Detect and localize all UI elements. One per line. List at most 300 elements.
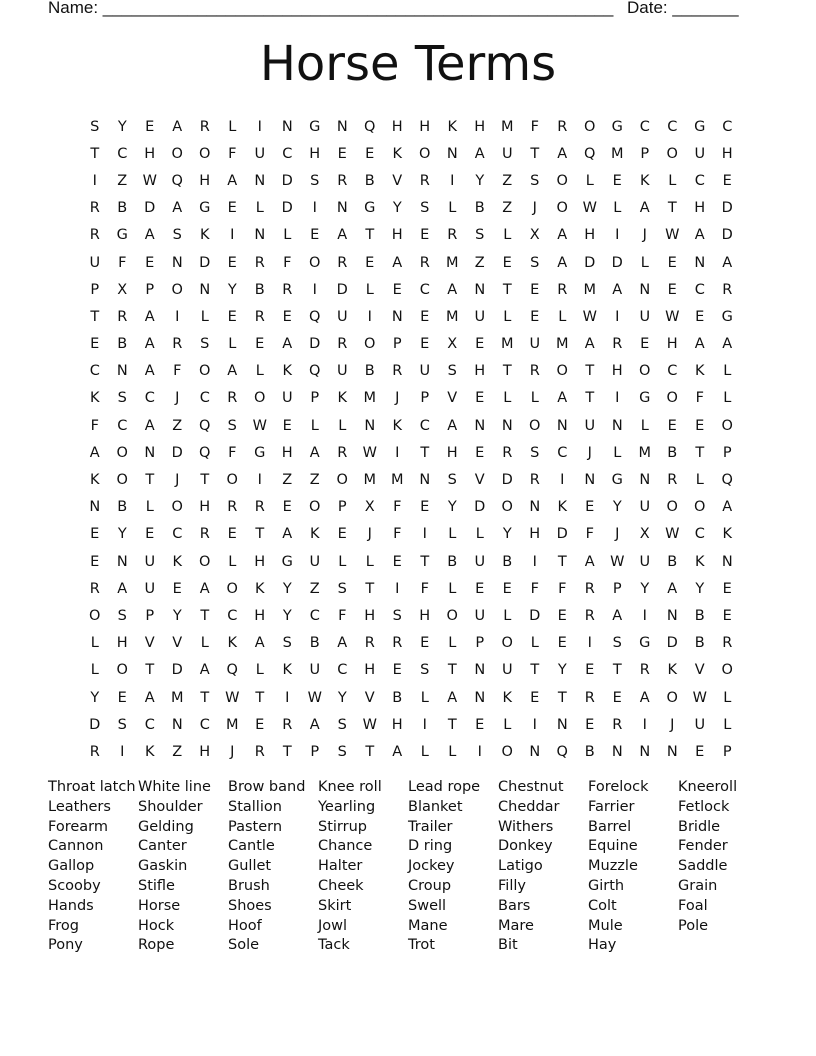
grid-letter[interactable]: P <box>145 607 155 624</box>
grid-letter[interactable]: H <box>474 363 486 380</box>
grid-letter[interactable]: A <box>392 254 403 271</box>
grid-letter[interactable]: Z <box>502 172 513 189</box>
grid-letter[interactable]: H <box>309 145 321 162</box>
grid-letter[interactable]: Z <box>309 472 320 489</box>
grid-letter[interactable]: I <box>257 472 262 489</box>
grid-letter[interactable]: A <box>282 526 293 543</box>
grid-letter[interactable]: E <box>282 308 292 325</box>
grid-letter[interactable]: J <box>532 200 537 217</box>
grid-letter[interactable]: E <box>227 200 237 217</box>
grid-letter[interactable]: E <box>420 635 430 652</box>
grid-letter[interactable]: K <box>557 499 567 516</box>
grid-letter[interactable]: C <box>419 417 430 434</box>
grid-letter[interactable]: O <box>226 580 238 597</box>
grid-letter[interactable]: T <box>530 145 540 162</box>
grid-letter[interactable]: J <box>175 390 180 407</box>
grid-letter[interactable]: U <box>419 363 431 380</box>
grid-letter[interactable]: W <box>142 172 157 189</box>
grid-letter[interactable]: L <box>338 553 347 570</box>
grid-letter[interactable]: S <box>227 417 237 434</box>
grid-letter[interactable]: T <box>365 743 375 760</box>
grid-letter[interactable]: H <box>419 118 431 135</box>
grid-letter[interactable]: I <box>92 172 97 189</box>
grid-letter[interactable]: E <box>557 607 567 624</box>
grid-letter[interactable]: C <box>199 716 210 733</box>
grid-letter[interactable]: K <box>392 417 402 434</box>
grid-letter[interactable]: L <box>723 716 732 733</box>
grid-letter[interactable]: E <box>392 281 402 298</box>
grid-letter[interactable]: U <box>694 145 706 162</box>
grid-letter[interactable]: T <box>502 363 512 380</box>
grid-letter[interactable]: L <box>475 526 484 543</box>
grid-letter[interactable]: E <box>420 499 430 516</box>
grid-letter[interactable]: E <box>475 716 485 733</box>
grid-letter[interactable]: A <box>199 662 210 679</box>
grid-letter[interactable]: S <box>172 227 182 244</box>
grid-letter[interactable]: S <box>530 444 540 461</box>
grid-letter[interactable]: E <box>227 308 237 325</box>
grid-letter[interactable]: A <box>254 635 265 652</box>
grid-letter[interactable]: N <box>89 499 101 516</box>
grid-letter[interactable]: R <box>254 499 265 516</box>
grid-letter[interactable]: O <box>639 363 651 380</box>
grid-letter[interactable]: E <box>695 308 705 325</box>
grid-letter[interactable]: J <box>175 472 180 489</box>
grid-letter[interactable]: X <box>529 227 540 244</box>
grid-letter[interactable]: E <box>282 417 292 434</box>
grid-letter[interactable]: W <box>362 444 377 461</box>
grid-letter[interactable]: R <box>89 227 100 244</box>
grid-letter[interactable]: T <box>695 444 705 461</box>
grid-letter[interactable]: A <box>584 553 595 570</box>
grid-letter[interactable]: D <box>281 200 293 217</box>
grid-letter[interactable]: E <box>392 662 402 679</box>
grid-letter[interactable]: D <box>611 254 623 271</box>
grid-letter[interactable]: R <box>639 662 650 679</box>
grid-letter[interactable]: T <box>557 553 567 570</box>
grid-letter[interactable]: T <box>447 662 457 679</box>
grid-letter[interactable]: T <box>612 662 622 679</box>
grid-letter[interactable]: Q <box>199 444 211 461</box>
grid-letter[interactable]: A <box>722 499 733 516</box>
grid-letter[interactable]: K <box>667 662 677 679</box>
grid-letter[interactable]: H <box>391 716 403 733</box>
grid-letter[interactable]: A <box>144 336 155 353</box>
grid-letter[interactable]: B <box>447 553 458 570</box>
grid-letter[interactable]: L <box>723 363 732 380</box>
grid-letter[interactable]: C <box>117 417 128 434</box>
grid-letter[interactable]: D <box>199 254 211 271</box>
grid-letter[interactable]: E <box>475 444 485 461</box>
grid-letter[interactable]: E <box>640 336 650 353</box>
grid-letter[interactable]: A <box>337 227 348 244</box>
grid-letter[interactable]: D <box>336 281 348 298</box>
grid-letter[interactable]: I <box>642 716 647 733</box>
grid-letter[interactable]: C <box>89 363 100 380</box>
grid-letter[interactable]: O <box>419 145 431 162</box>
grid-letter[interactable]: W <box>362 716 377 733</box>
grid-letter[interactable]: O <box>254 390 266 407</box>
grid-letter[interactable]: O <box>199 363 211 380</box>
grid-letter[interactable]: E <box>420 227 430 244</box>
grid-letter[interactable]: Z <box>502 200 513 217</box>
grid-letter[interactable]: C <box>144 716 155 733</box>
grid-letter[interactable]: O <box>666 499 678 516</box>
grid-letter[interactable]: A <box>337 635 348 652</box>
grid-letter[interactable]: A <box>282 336 293 353</box>
grid-letter[interactable]: Q <box>721 472 733 489</box>
grid-letter[interactable]: N <box>556 716 568 733</box>
grid-letter[interactable]: U <box>254 145 266 162</box>
grid-letter[interactable]: S <box>447 363 457 380</box>
grid-letter[interactable]: H <box>419 607 431 624</box>
grid-letter[interactable]: I <box>395 444 400 461</box>
grid-letter[interactable]: A <box>584 336 595 353</box>
grid-letter[interactable]: O <box>666 689 678 706</box>
grid-letter[interactable]: Y <box>117 118 127 135</box>
grid-letter[interactable]: C <box>557 444 568 461</box>
grid-letter[interactable]: K <box>254 580 265 597</box>
grid-letter[interactable]: N <box>639 743 651 760</box>
grid-letter[interactable]: O <box>171 145 183 162</box>
grid-letter[interactable]: C <box>419 281 430 298</box>
grid-letter[interactable]: E <box>145 526 155 543</box>
grid-letter[interactable]: E <box>585 662 595 679</box>
grid-letter[interactable]: L <box>200 635 209 652</box>
grid-letter[interactable]: R <box>199 118 210 135</box>
grid-letter[interactable]: I <box>285 689 290 706</box>
grid-letter[interactable]: Y <box>117 526 127 543</box>
grid-letter[interactable]: Y <box>282 580 292 597</box>
grid-letter[interactable]: R <box>392 363 403 380</box>
grid-letter[interactable]: Y <box>392 200 402 217</box>
grid-letter[interactable]: I <box>532 716 537 733</box>
grid-letter[interactable]: L <box>228 118 237 135</box>
grid-letter[interactable]: M <box>610 145 624 162</box>
grid-letter[interactable]: B <box>117 200 128 217</box>
grid-letter[interactable]: E <box>585 499 595 516</box>
grid-letter[interactable]: R <box>584 580 595 597</box>
grid-letter[interactable]: R <box>254 254 265 271</box>
grid-letter[interactable]: A <box>612 281 623 298</box>
grid-letter[interactable]: S <box>447 472 457 489</box>
grid-letter[interactable]: E <box>255 336 265 353</box>
grid-letter[interactable]: N <box>529 499 541 516</box>
grid-letter[interactable]: L <box>448 635 457 652</box>
grid-letter[interactable]: P <box>392 336 402 353</box>
grid-letter[interactable]: R <box>584 607 595 624</box>
grid-letter[interactable]: A <box>144 363 155 380</box>
grid-letter[interactable]: S <box>612 635 622 652</box>
grid-letter[interactable]: N <box>254 227 266 244</box>
grid-letter[interactable]: T <box>557 689 567 706</box>
grid-letter[interactable]: Y <box>172 607 182 624</box>
grid-letter[interactable]: F <box>228 444 237 461</box>
grid-letter[interactable]: C <box>694 281 705 298</box>
grid-letter[interactable]: P <box>722 444 732 461</box>
grid-letter[interactable]: U <box>309 553 321 570</box>
grid-letter[interactable]: D <box>721 227 733 244</box>
grid-letter[interactable]: C <box>227 607 238 624</box>
grid-letter[interactable]: K <box>89 472 100 489</box>
grid-letter[interactable]: N <box>336 200 348 217</box>
grid-letter[interactable]: M <box>445 254 459 271</box>
grid-letter[interactable]: I <box>175 308 180 325</box>
grid-letter[interactable]: B <box>117 499 128 516</box>
grid-letter[interactable]: I <box>422 526 427 543</box>
grid-letter[interactable]: R <box>227 390 238 407</box>
grid-letter[interactable]: I <box>312 200 317 217</box>
grid-letter[interactable]: E <box>612 172 622 189</box>
grid-letter[interactable]: C <box>694 172 705 189</box>
grid-letter[interactable]: Y <box>90 689 100 706</box>
grid-letter[interactable]: Y <box>447 499 457 516</box>
grid-letter[interactable]: A <box>172 200 183 217</box>
grid-letter[interactable]: K <box>694 363 705 380</box>
grid-letter[interactable]: N <box>336 118 348 135</box>
grid-letter[interactable]: E <box>530 689 540 706</box>
grid-letter[interactable]: M <box>170 689 184 706</box>
grid-letter[interactable]: H <box>474 118 486 135</box>
grid-letter[interactable]: T <box>667 200 677 217</box>
grid-letter[interactable]: U <box>474 607 486 624</box>
grid-letter[interactable]: E <box>392 553 402 570</box>
grid-letter[interactable]: T <box>585 363 595 380</box>
grid-letter[interactable]: F <box>530 118 539 135</box>
grid-letter[interactable]: K <box>144 743 155 760</box>
grid-letter[interactable]: L <box>613 444 622 461</box>
grid-letter[interactable]: K <box>502 689 512 706</box>
grid-letter[interactable]: I <box>615 308 620 325</box>
grid-letter[interactable]: R <box>282 716 293 733</box>
grid-letter[interactable]: O <box>721 417 733 434</box>
grid-letter[interactable]: A <box>144 308 155 325</box>
grid-letter[interactable]: N <box>281 118 293 135</box>
grid-letter[interactable]: M <box>555 336 569 353</box>
grid-letter[interactable]: H <box>446 444 458 461</box>
grid-letter[interactable]: A <box>694 227 705 244</box>
grid-letter[interactable]: I <box>422 716 427 733</box>
grid-letter[interactable]: T <box>365 580 375 597</box>
name-field[interactable]: Name: ______________________________________________________ <box>48 0 614 17</box>
grid-letter[interactable]: P <box>722 743 732 760</box>
grid-letter[interactable]: J <box>395 390 400 407</box>
grid-letter[interactable]: L <box>255 662 264 679</box>
grid-letter[interactable]: O <box>171 499 183 516</box>
grid-letter[interactable]: P <box>337 499 347 516</box>
grid-letter[interactable]: D <box>171 444 183 461</box>
grid-letter[interactable]: E <box>365 254 375 271</box>
grid-letter[interactable]: K <box>199 227 210 244</box>
grid-letter[interactable]: M <box>500 118 514 135</box>
grid-letter[interactable]: R <box>392 635 403 652</box>
grid-letter[interactable]: V <box>694 662 705 679</box>
grid-letter[interactable]: L <box>283 227 292 244</box>
grid-letter[interactable]: C <box>172 526 183 543</box>
grid-letter[interactable]: R <box>667 472 678 489</box>
grid-letter[interactable]: R <box>337 444 348 461</box>
grid-letter[interactable]: X <box>117 281 128 298</box>
grid-letter[interactable]: T <box>447 716 457 733</box>
grid-letter[interactable]: R <box>172 336 183 353</box>
grid-letter[interactable]: N <box>364 417 376 434</box>
grid-letter[interactable]: K <box>722 526 732 543</box>
grid-letter[interactable]: O <box>529 417 541 434</box>
grid-letter[interactable]: C <box>639 118 650 135</box>
grid-letter[interactable]: T <box>145 472 155 489</box>
grid-letter[interactable]: E <box>145 118 155 135</box>
grid-letter[interactable]: L <box>668 172 677 189</box>
grid-letter[interactable]: K <box>309 526 320 543</box>
grid-letter[interactable]: B <box>667 553 678 570</box>
grid-letter[interactable]: E <box>337 526 347 543</box>
grid-letter[interactable]: U <box>144 553 156 570</box>
grid-letter[interactable]: M <box>225 716 239 733</box>
grid-letter[interactable]: A <box>89 444 100 461</box>
grid-letter[interactable]: Y <box>475 172 485 189</box>
grid-letter[interactable]: E <box>117 689 127 706</box>
grid-letter[interactable]: B <box>364 172 375 189</box>
grid-letter[interactable]: R <box>337 336 348 353</box>
grid-letter[interactable]: O <box>116 444 128 461</box>
grid-letter[interactable]: H <box>694 200 706 217</box>
grid-letter[interactable]: I <box>395 580 400 597</box>
grid-letter[interactable]: J <box>367 526 372 543</box>
grid-letter[interactable]: S <box>117 390 127 407</box>
grid-letter[interactable]: E <box>475 390 485 407</box>
grid-letter[interactable]: B <box>502 553 513 570</box>
grid-letter[interactable]: U <box>639 553 651 570</box>
grid-letter[interactable]: W <box>307 689 322 706</box>
grid-letter[interactable]: R <box>529 363 540 380</box>
grid-letter[interactable]: O <box>336 472 348 489</box>
grid-letter[interactable]: L <box>420 743 429 760</box>
grid-letter[interactable]: H <box>666 336 678 353</box>
grid-letter[interactable]: A <box>667 580 678 597</box>
grid-letter[interactable]: I <box>450 172 455 189</box>
grid-letter[interactable]: E <box>502 254 512 271</box>
grid-letter[interactable]: U <box>474 553 486 570</box>
grid-letter[interactable]: Y <box>557 662 567 679</box>
grid-letter[interactable]: E <box>420 308 430 325</box>
grid-letter[interactable]: E <box>722 172 732 189</box>
grid-letter[interactable]: V <box>447 390 458 407</box>
grid-letter[interactable]: N <box>694 254 706 271</box>
grid-letter[interactable]: C <box>282 145 293 162</box>
grid-letter[interactable]: F <box>338 607 347 624</box>
grid-letter[interactable]: L <box>448 580 457 597</box>
grid-letter[interactable]: U <box>529 336 541 353</box>
grid-letter[interactable]: O <box>364 336 376 353</box>
grid-letter[interactable]: E <box>420 336 430 353</box>
grid-letter[interactable]: U <box>309 662 321 679</box>
grid-letter[interactable]: I <box>642 607 647 624</box>
grid-letter[interactable]: L <box>448 743 457 760</box>
grid-letter[interactable]: A <box>309 444 320 461</box>
grid-letter[interactable]: B <box>392 689 403 706</box>
grid-letter[interactable]: S <box>392 607 402 624</box>
grid-letter[interactable]: W <box>582 308 597 325</box>
grid-letter[interactable]: L <box>640 417 649 434</box>
grid-letter[interactable]: H <box>199 172 211 189</box>
grid-letter[interactable]: A <box>227 172 238 189</box>
grid-letter[interactable]: H <box>199 743 211 760</box>
grid-letter[interactable]: L <box>503 607 512 624</box>
grid-letter[interactable]: I <box>257 118 262 135</box>
grid-letter[interactable]: O <box>501 499 513 516</box>
grid-letter[interactable]: F <box>393 526 402 543</box>
grid-letter[interactable]: R <box>557 281 568 298</box>
grid-letter[interactable]: B <box>667 444 678 461</box>
grid-letter[interactable]: E <box>612 689 622 706</box>
grid-letter[interactable]: I <box>367 308 372 325</box>
grid-letter[interactable]: L <box>530 635 539 652</box>
grid-letter[interactable]: L <box>310 417 319 434</box>
grid-letter[interactable]: T <box>530 662 540 679</box>
grid-letter[interactable]: M <box>500 336 514 353</box>
grid-letter[interactable]: P <box>145 281 155 298</box>
grid-letter[interactable]: N <box>419 472 431 489</box>
grid-letter[interactable]: F <box>283 254 292 271</box>
grid-letter[interactable]: I <box>477 743 482 760</box>
grid-letter[interactable]: B <box>254 281 265 298</box>
grid-letter[interactable]: N <box>116 363 128 380</box>
grid-letter[interactable]: G <box>364 200 376 217</box>
grid-letter[interactable]: U <box>639 308 651 325</box>
grid-letter[interactable]: E <box>227 254 237 271</box>
grid-letter[interactable]: D <box>556 526 568 543</box>
grid-letter[interactable]: E <box>310 227 320 244</box>
grid-letter[interactable]: D <box>501 472 513 489</box>
grid-letter[interactable]: L <box>200 308 209 325</box>
grid-letter[interactable]: U <box>639 499 651 516</box>
grid-letter[interactable]: G <box>639 635 651 652</box>
grid-letter[interactable]: E <box>695 417 705 434</box>
grid-letter[interactable]: A <box>612 607 623 624</box>
grid-letter[interactable]: E <box>90 336 100 353</box>
grid-letter[interactable]: S <box>530 172 540 189</box>
grid-letter[interactable]: E <box>255 716 265 733</box>
grid-letter[interactable]: N <box>529 743 541 760</box>
grid-letter[interactable]: L <box>228 336 237 353</box>
grid-letter[interactable]: E <box>695 743 705 760</box>
grid-letter[interactable]: E <box>227 526 237 543</box>
grid-letter[interactable]: R <box>337 172 348 189</box>
grid-letter[interactable]: U <box>694 716 706 733</box>
grid-letter[interactable]: W <box>252 417 267 434</box>
grid-letter[interactable]: N <box>474 417 486 434</box>
grid-letter[interactable]: O <box>309 499 321 516</box>
grid-letter[interactable]: O <box>116 472 128 489</box>
grid-letter[interactable]: J <box>587 444 592 461</box>
grid-letter[interactable]: P <box>420 390 430 407</box>
grid-letter[interactable]: T <box>90 308 100 325</box>
grid-letter[interactable]: V <box>144 635 155 652</box>
grid-letter[interactable]: Y <box>612 499 622 516</box>
grid-letter[interactable]: L <box>90 635 99 652</box>
grid-letter[interactable]: H <box>199 499 211 516</box>
grid-letter[interactable]: B <box>474 200 485 217</box>
grid-letter[interactable]: L <box>585 172 594 189</box>
grid-letter[interactable]: N <box>254 172 266 189</box>
grid-letter[interactable]: S <box>337 716 347 733</box>
grid-letter[interactable]: N <box>666 743 678 760</box>
grid-letter[interactable]: E <box>722 580 732 597</box>
grid-letter[interactable]: O <box>584 118 596 135</box>
grid-letter[interactable]: V <box>172 635 183 652</box>
grid-letter[interactable]: E <box>90 553 100 570</box>
grid-letter[interactable]: O <box>556 172 568 189</box>
